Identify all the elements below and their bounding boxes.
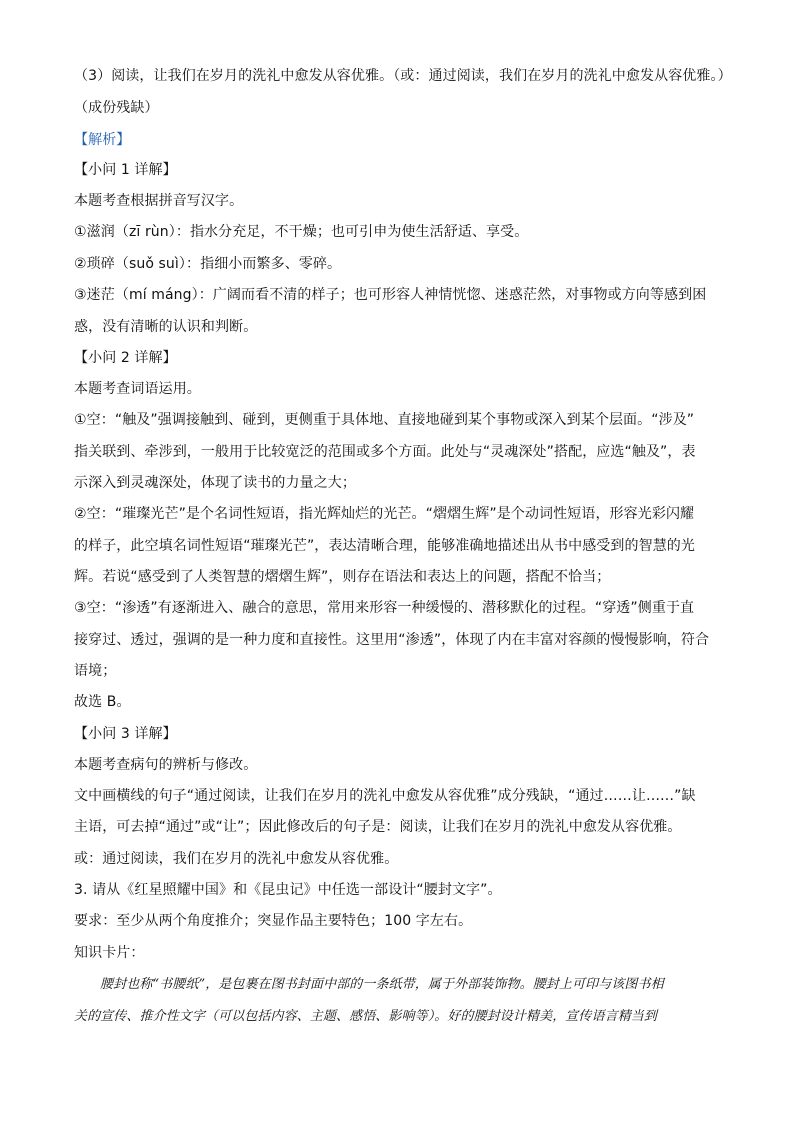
subquestion-2-heading: 【小问 2 详解】 bbox=[74, 350, 177, 366]
answer-line-3: （3）阅读，让我们在岁月的洗礼中愈发从容优雅。（或：通过阅读，我们在岁月的洗礼中愈发从容优雅。） bbox=[74, 68, 732, 84]
paragraph-line: 文中画横线的句子“通过阅读，让我们在岁月的洗礼中愈发从容优雅”成分残缺，“通过……让……”缺 bbox=[74, 788, 696, 804]
paragraph-line: 本题考查词语运用。 bbox=[74, 381, 201, 397]
paragraph-line: 语境； bbox=[74, 663, 117, 679]
paragraph-line: 辉。若说“感受到了人类智慧的熠熠生辉”，则存在语法和表达上的问题，搭配不恰当； bbox=[74, 569, 611, 585]
answer-note: （成份残缺） bbox=[74, 100, 159, 116]
paragraph-line: ②琐碎（suǒ suì）：指细小而繁多、零碎。 bbox=[74, 256, 342, 272]
paragraph-line: 指关联到、牵涉到，一般用于比较宽泛的范围或多个方面。此处与“灵魂深处”搭配，应选“触及”，表 bbox=[74, 444, 696, 460]
paragraph-line: 惑，没有清晰的认识和判断。 bbox=[74, 319, 258, 335]
paragraph-line: ③空：“渗透”有逐渐进入、融合的意思，常用来形容一种缓慢的、潜移默化的过程。“穿透”侧重于直 bbox=[74, 600, 695, 616]
paragraph-line: ①滋润（zī rùn）：指水分充足，不干燥；也可引申为使生活舒适、享受。 bbox=[74, 224, 529, 240]
paragraph-line: 主语，可去掉“通过”或“让”；因此修改后的句子是：阅读，让我们在岁月的洗礼中愈发从容优雅。 bbox=[74, 819, 682, 835]
subquestion-1-heading: 【小问 1 详解】 bbox=[74, 162, 177, 178]
question-3-prompt: 3. 请从《红星照耀中国》和《昆虫记》中任选一部设计“腰封文字”。 bbox=[74, 882, 502, 898]
knowledge-card-text: 关的宣传、推介性文字（可以包括内容、主题、感悟、影响等）。好的腰封设计精美，宣传语言精当到 bbox=[74, 1009, 658, 1024]
knowledge-card-label: 知识卡片： bbox=[74, 945, 145, 961]
paragraph-line: 本题考查病句的辨析与修改。 bbox=[74, 757, 258, 773]
paragraph-line: ②空：“璀璨光芒”是个名词性短语，指光辉灿烂的光芒。“熠熠生辉”是个动词性短语，形容光彩闪耀 bbox=[74, 506, 695, 522]
paragraph-line: 接穿过、透过，强调的是一种力度和直接性。这里用“渗透”，体现了内在丰富对容颜的慢慢影响，符合 bbox=[74, 632, 710, 648]
paragraph-line: 本题考查根据拼音写汉字。 bbox=[74, 193, 244, 209]
knowledge-card-text: 腰封也称“书腰纸”，是包裹在图书封面中部的一条纸带，属于外部装饰物。腰封上可印与该图书相 bbox=[100, 977, 664, 992]
paragraph-line: 示深入到灵魂深处，体现了读书的力量之大； bbox=[74, 475, 356, 491]
question-3-requirement: 要求：至少从两个角度推介；突显作品主要特色；100 字左右。 bbox=[74, 913, 473, 929]
paragraph-line: ①空：“触及”强调接触到、碰到，更侧重于具体地、直接地碰到某个事物或深入到某个层面。“涉及” bbox=[74, 412, 695, 428]
subquestion-3-heading: 【小问 3 详解】 bbox=[74, 726, 177, 742]
paragraph-line: 或：通过阅读，我们在岁月的洗礼中愈发从容优雅。 bbox=[74, 851, 399, 867]
paragraph-line: 故选 B。 bbox=[74, 694, 131, 710]
paragraph-line: 的样子，此空填名词性短语“璀璨光芒”，表达清晰合理，能够准确地描述出从书中感受到的智慧的光 bbox=[74, 538, 696, 554]
analysis-heading: 【解析】 bbox=[74, 132, 131, 148]
paragraph-line: ③迷茫（mí máng）：广阔而看不清的样子；也可形容人神情恍惚、迷惑茫然，对事物或方向等感到困 bbox=[74, 287, 707, 303]
